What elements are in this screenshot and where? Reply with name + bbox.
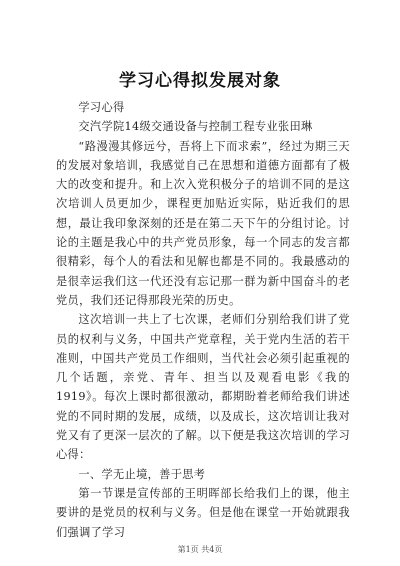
subtitle-paragraph: 学习心得 — [78, 101, 125, 114]
body-paragraph: “路漫漫其修远兮，吾将上下而求索”，经过为期三天的发展对象培训，我感觉自己在思想和道德方面都有了极大的改变和提升。和上次入党积极分子的培训不同的是这次培训人员更加少，课程更加贴近实际，贴近我们的思想，最让我印象深刻的还是在第二天下午的分组讨论。讨论的主题是我心中的共产党员形象，每一个同志的发言都很精彩，每个人的看法和见解也都是不同的。我最感动的是很幸运我们这一代还没有忘记那一群为新中国奋斗的老党员，我们还记得那段光荣的历史。 — [56, 139, 350, 307]
section-heading: 一、学无止境，善于思考 — [78, 467, 206, 481]
page-number-footer: 第1页 共4页 — [177, 545, 223, 554]
document-title: 学习心得拟发展对象 — [119, 71, 281, 91]
author-paragraph: 交汽学院14级交通设备与控制工程专业张田琳 — [78, 120, 313, 134]
body-paragraph: 这次培训一共上了七次课，老师们分别给我们讲了党员的权利与义务，中国共产党章程，关于党内生活的若干准则，中国共产党员工作细则，当代社会必须引起重视的几个话题，亲党、青年、担当以及观看电影《我的1919》。每次上课时都很激动，都期盼着老师给我们讲述党的不同时期的发展，成绩，以及成长，这次培训让我对党又有了更深一层次的了解。以下便是我这次培训的学习心得： — [56, 313, 350, 462]
body-paragraph: 第一节课是宣传部的王明晖部长给我们上的课，他主要讲的是党员的权利与义务。但是他在课堂一开始就跟我们强调了学习 — [56, 486, 350, 539]
document-body — [56, 98, 350, 542]
